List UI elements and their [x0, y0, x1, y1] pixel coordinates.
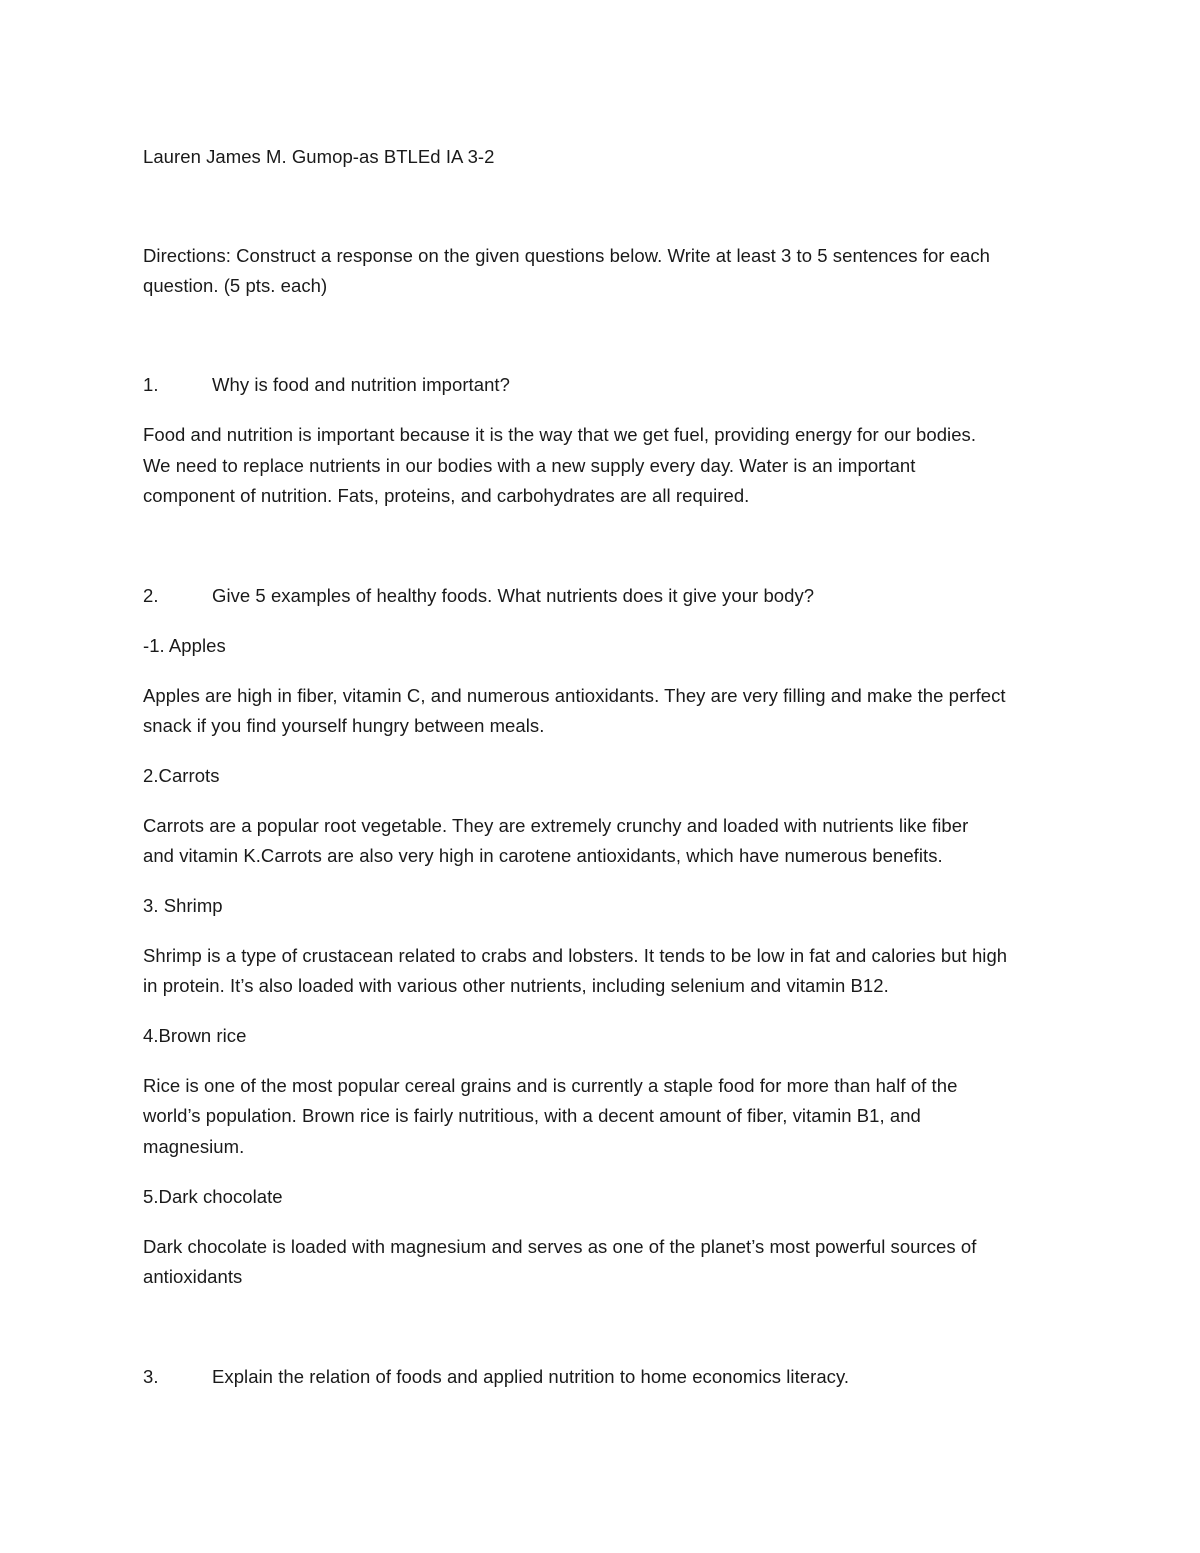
food-shrimp-line-1: Shrimp is a type of crustacean related to crabs and lobsters. It tends to be low in fat and calories but high: [143, 945, 1008, 966]
directions-line-2: question. (5 pts. each): [143, 275, 328, 296]
food-brown-rice-line-1: Rice is one of the most popular cereal grains and is currently a staple food for more than half of the: [143, 1075, 958, 1096]
question-number: 2.: [143, 585, 159, 606]
food-shrimp-line-2: in protein. It’s also loaded with various other nutrients, including selenium and vitamin B12.: [143, 975, 889, 996]
question-3: [143, 1362, 849, 1392]
food-carrots-line-2: and vitamin K.Carrots are also very high in carotene antioxidants, which have numerous benefits.: [143, 845, 943, 866]
food-apples-line-1: Apples are high in fiber, vitamin C, and numerous antioxidants. They are very filling and make the perfect: [143, 685, 1006, 706]
question-number: 1.: [143, 374, 159, 395]
question-number: 3.: [143, 1366, 159, 1387]
food-heading-apples: -1. Apples: [143, 635, 226, 656]
student-header: Lauren James M. Gumop-as BTLEd IA 3-2: [143, 146, 495, 167]
food-heading-brown-rice: 4.Brown rice: [143, 1025, 247, 1046]
question-text: Why is food and nutrition important?: [212, 374, 510, 395]
question-2: [143, 581, 814, 611]
answer-1-line-1: Food and nutrition is important because it is the way that we get fuel, providing energy for our bodies.: [143, 424, 977, 445]
food-dark-chocolate-line-2: antioxidants: [143, 1266, 243, 1287]
food-dark-chocolate-line-1: Dark chocolate is loaded with magnesium and serves as one of the planet’s most powerful sources of: [143, 1236, 977, 1257]
food-apples-line-2: snack if you find yourself hungry between meals.: [143, 715, 545, 736]
food-brown-rice-line-3: magnesium.: [143, 1136, 245, 1157]
food-brown-rice-line-2: world’s population. Brown rice is fairly nutritious, with a decent amount of fiber, vitamin B1, and: [143, 1105, 921, 1126]
question-text: Give 5 examples of healthy foods. What nutrients does it give your body?: [212, 585, 815, 606]
answer-1-line-2: We need to replace nutrients in our bodies with a new supply every day. Water is an important: [143, 455, 916, 476]
food-heading-carrots: 2.Carrots: [143, 765, 220, 786]
question-text: Explain the relation of foods and applied nutrition to home economics literacy.: [212, 1366, 850, 1387]
food-heading-shrimp: 3. Shrimp: [143, 895, 223, 916]
question-1: [143, 370, 510, 400]
food-carrots-line-1: Carrots are a popular root vegetable. They are extremely crunchy and loaded with nutrients like fiber: [143, 815, 969, 836]
answer-1-line-3: component of nutrition. Fats, proteins, and carbohydrates are all required.: [143, 485, 750, 506]
directions-line-1: Directions: Construct a response on the given questions below. Write at least 3 to 5 sentences for each: [143, 245, 991, 266]
food-heading-dark-chocolate: 5.Dark chocolate: [143, 1186, 283, 1207]
